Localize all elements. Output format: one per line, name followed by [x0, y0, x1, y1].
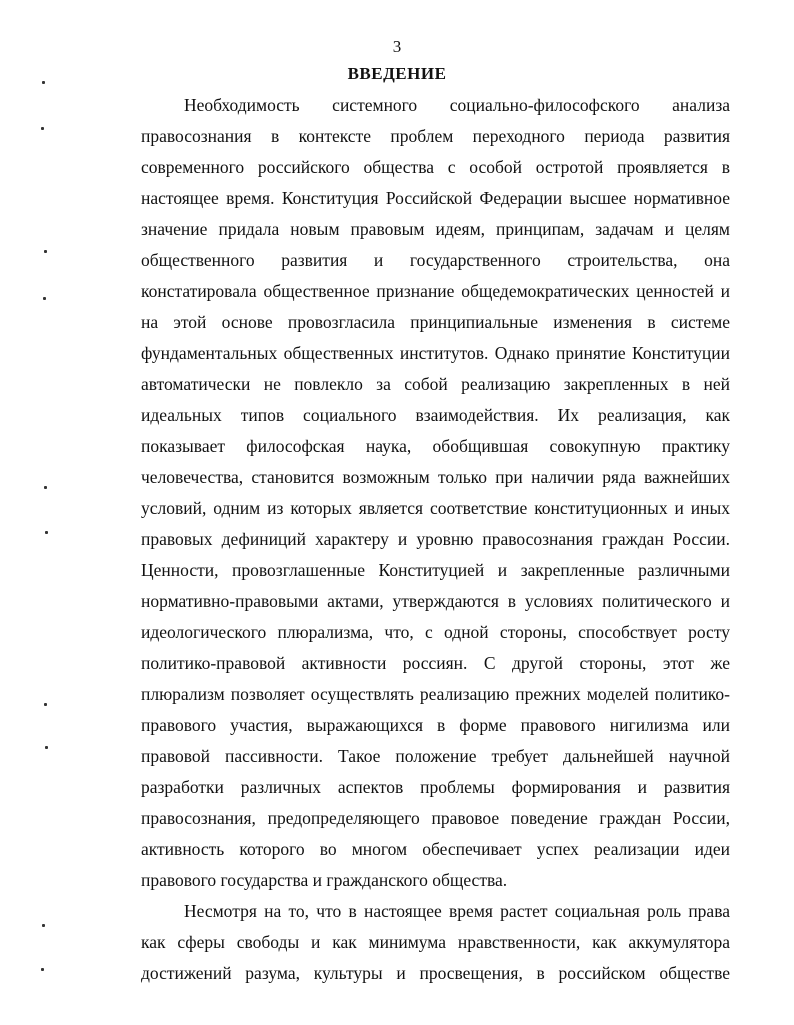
paragraph-1-line: идеологического плюрализма, что, с одной стороны, способствует росту [141, 622, 730, 642]
scan-speck [44, 486, 47, 489]
paragraph-1-line: плюрализм позволяет осуществлять реализацию прежних моделей политико- [141, 684, 730, 704]
paragraph-1-line: разработки различных аспектов проблемы формирования и развития [141, 777, 730, 797]
paragraph-1-line: Ценности, провозглашенные Конституцией и закрепленные различными [141, 560, 730, 580]
paragraph-1-line: правосознания, предопределяющего правовое поведение граждан России, [141, 808, 730, 828]
paragraph-1-line: идеальных типов социального взаимодействия. Их реализация, как [141, 405, 730, 425]
paragraph-1-line: показывает философская наука, обобщившая совокупную практику [141, 436, 730, 456]
paragraph-2-line: Несмотря на то, что в настоящее время растет социальная роль права [184, 901, 730, 921]
scan-speck [44, 703, 47, 706]
section-heading: ВВЕДЕНИЕ [347, 64, 447, 83]
paragraph-1-line: правового государства и гражданского общества. [141, 870, 508, 890]
paragraph-1-line: правосознания в контексте проблем переходного периода развития [141, 126, 730, 146]
page-number: 3 [392, 37, 402, 56]
paragraph-1-line: фундаментальных общественных институтов. Однако принятие Конституции [141, 343, 730, 363]
paragraph-1-line: Необходимость системного социально-философского анализа [184, 95, 730, 115]
paragraph-1-line: активность которого во многом обеспечивает успех реализации идеи [141, 839, 730, 859]
paragraph-1-line: условий, одним из которых является соответствие конституционных и иных [141, 498, 730, 518]
scan-speck [44, 250, 47, 253]
paragraph-1-line: автоматически не повлекло за собой реализацию закрепленных в ней [141, 374, 730, 394]
scan-speck [41, 127, 44, 130]
paragraph-1-line: политико-правовой активности россиян. С другой стороны, этот же [141, 653, 730, 673]
scan-speck [41, 968, 44, 971]
paragraph-1-line: правовых дефиниций характеру и уровню правосознания граждан России. [141, 529, 730, 549]
paragraph-1-line: правового участия, выражающихся в форме правового нигилизма или [141, 715, 730, 735]
scan-speck [42, 924, 45, 927]
paragraph-1-line: правовой пассивности. Такое положение требует дальнейшей научной [141, 746, 730, 766]
paragraph-1-line: человечества, становится возможным только при наличии ряда важнейших [141, 467, 730, 487]
scan-speck [45, 746, 48, 749]
paragraph-1-line: на этой основе провозгласила принципиальные изменения в системе [141, 312, 730, 332]
paragraph-1-line: общественного развития и государственного строительства, она [141, 250, 730, 270]
paragraph-1-line: констатировала общественное признание общедемократических ценностей и [141, 281, 730, 301]
scan-speck [43, 297, 46, 300]
paragraph-1-line: современного российского общества с особой остротой проявляется в [141, 157, 730, 177]
paragraph-1-line: настоящее время. Конституция Российской Федерации высшее нормативное [141, 188, 730, 208]
scan-speck [45, 531, 48, 534]
scan-speck [42, 81, 45, 84]
paragraph-2-line: достижений разума, культуры и просвещения, в российском обществе [141, 963, 730, 983]
paragraph-2-line: как сферы свободы и как минимума нравственности, как аккумулятора [141, 932, 730, 952]
paragraph-1-line: нормативно-правовыми актами, утверждаются в условиях политического и [141, 591, 730, 611]
paragraph-1-line: значение придала новым правовым идеям, принципам, задачам и целям [141, 219, 730, 239]
